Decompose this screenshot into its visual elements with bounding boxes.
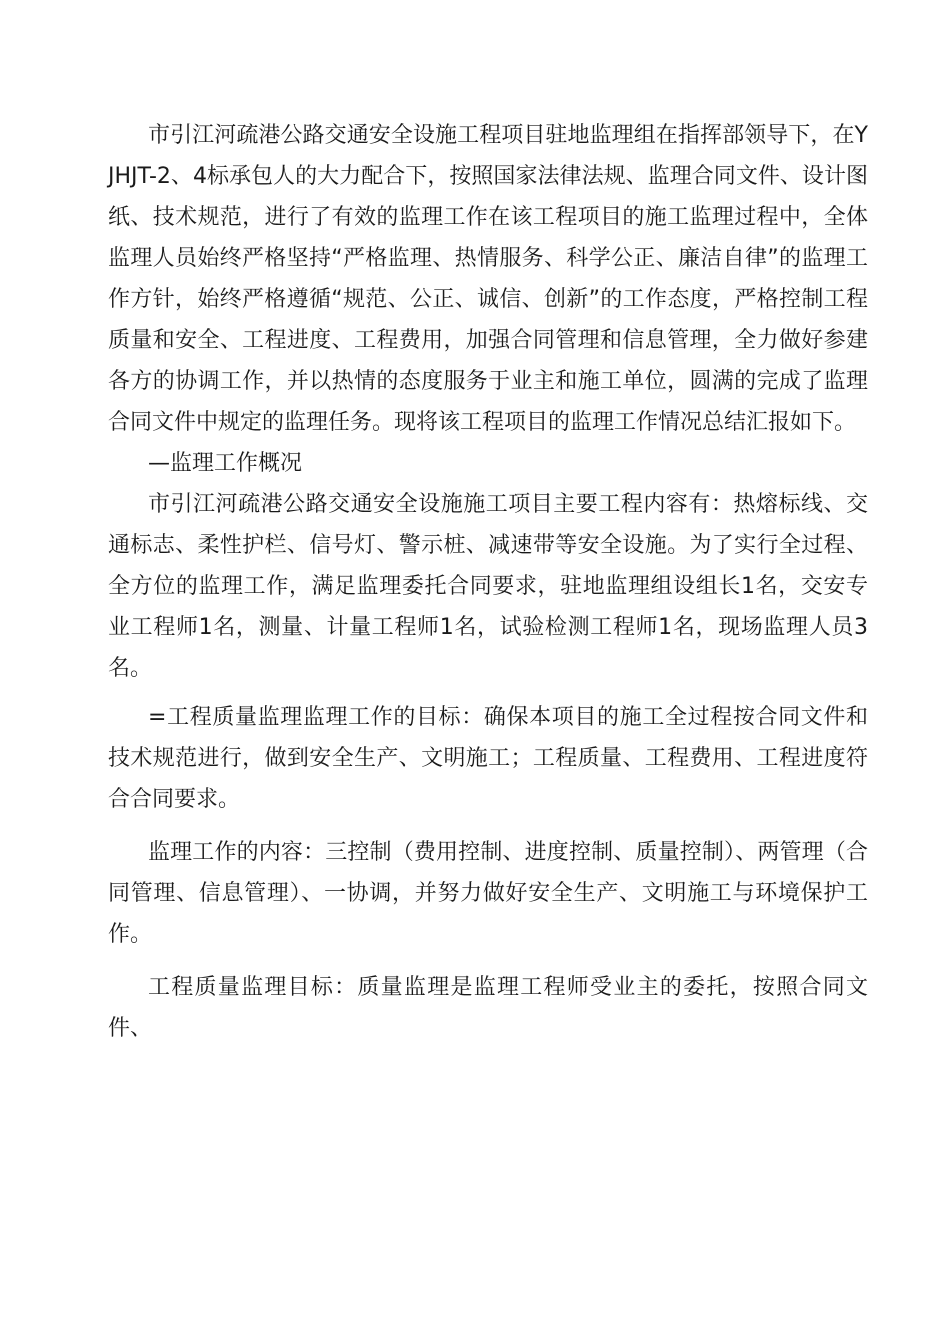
paragraph-overview: 市引江河疏港公路交通安全设施施工项目主要工程内容有：热熔标线、交通标志、柔性护栏、信号灯、警示桩、减速带等安全设施。为了实行全过程、全方位的监理工作，满足监理委托合同要求，驻地监理组设组长1名，交安专业工程师1名，测量、计量工程师1名，试验检测工程师1名，现场监理人员3名。 [108, 492, 868, 681]
document-body [108, 115, 868, 1049]
paragraph-quality-target: 工程质量监理目标：质量监理是监理工程师受业主的委托，按照合同文件、 [108, 975, 868, 1041]
paragraph-work-content: 监理工作的内容：三控制（费用控制、进度控制、质量控制）、两管理（合同管理、信息管理）、一协调，并努力做好安全生产、文明施工与环境保护工作。 [108, 840, 868, 947]
heading-overview: —监理工作概况 [148, 451, 303, 476]
paragraph-quality-goal: =工程质量监理监理工作的目标：确保本项目的施工全过程按合同文件和技术规范进行，做到安全生产、文明施工；工程质量、工程费用、工程进度符合合同要求。 [108, 705, 868, 812]
paragraph-intro: 市引江河疏港公路交通安全设施工程项目驻地监理组在指挥部领导下，在YJHJT-2、4标承包人的大力配合下，按照国家法律法规、监理合同文件、设计图纸、技术规范，进行了有效的监理工作在该工程项目的施工监理过程中，全体监理人员始终严格坚持“严格监理、热情服务、科学公正、廉洁自律”的监理工作方针，始终严格遵循“规范、公正、诚信、创新”的工作态度，严格控制工程质量和安全、工程进度、工程费用，加强合同管理和信息管理，全力做好参建各方的协调工作，并以热情的态度服务于业主和施工单位，圆满的完成了监理合同文件中规定的监理任务。现将该工程项目的监理工作情况总结汇报如下。 [108, 123, 868, 435]
